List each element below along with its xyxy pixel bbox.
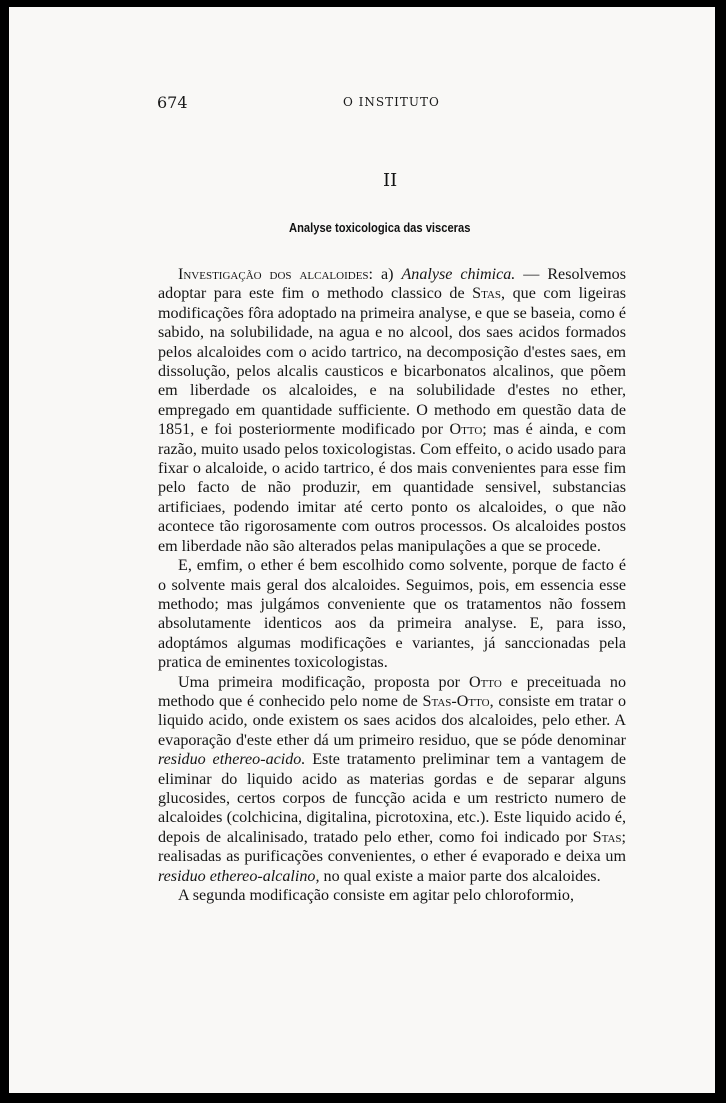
text-run: no qual existe a maior parte dos alcaloides. xyxy=(319,867,601,885)
text-run: Uma primeira modificação, proposta por xyxy=(178,673,469,691)
author-name: Stas xyxy=(592,828,622,846)
italic-run: residuo ethereo-acido. xyxy=(158,751,306,769)
author-name: Stas xyxy=(472,285,502,303)
paragraph-3 xyxy=(158,673,626,886)
text-run: ; mas é ainda, e com razão, muito usado pelos toxicologistas. Com effeito, o acido usado para fixar o alcaloide, o acido tartrico, é dos mais convenientes para esse fim pelo facto de não produzir, em quantidade sensivel, substancias artificiaes, podendo imitar até certo ponto os alcaloides, o que não acontece tão rigorosamente com outros processos. Os alcaloides postos em liberdade não são alterados pelas manipulações a que se procede. xyxy=(158,421,627,555)
paragraph-2: E, emfim, o ether é bem escolhido como solvente, porque de facto é o solvente mais geral dos alcaloides. Seguimos, pois, em essencia esse methodo; mas julgámos conveniente que os tratamentos não fossem absolutamente identicos aos da primeira analyse. E, para isso, adoptámos algumas modificações e variantes, já sanccionadas pela pratica de eminentes toxicologistas. xyxy=(158,557,626,672)
italic-run: Analyse chimica. xyxy=(401,266,516,283)
method-name: Stas-Otto xyxy=(422,692,490,710)
section-number: II xyxy=(383,170,398,191)
body-text xyxy=(158,265,626,905)
paragraph-lead: Investigação dos alcaloides xyxy=(178,266,369,283)
text-run: , que com ligeiras modificações fôra adoptado na primeira analyse, e que se baseia, como é sabido, na solubilidade, na agua e no alcool, dos saes acidos formados pelos alcaloides com o acido tartrico, na decomposição d'estes saes, em dissolução, pelos alcalis causticos e bicarbonatos alcalinos, que põem em liberdade os alcaloides, e na solubilidade d'estes no ether, empregado em quantidade sufficiente. O methodo em questão data de 1851, e foi posteriormente modificado por xyxy=(158,285,626,439)
text-run: e preceituada no methodo que é conhecido pelo nome de xyxy=(158,673,626,710)
document-page xyxy=(9,7,715,1093)
text-run: : a) xyxy=(368,266,402,283)
author-name: Otto xyxy=(468,673,502,691)
text-run: , consiste em tratar o liquido acido, onde existem os saes acidos dos alcaloides, pelo ether. A evaporação d'este ether dá um primeiro residuo, que se póde denominar xyxy=(158,692,626,749)
page-number: 674 xyxy=(157,93,188,112)
section-title: Analyse toxicologica das visceras xyxy=(289,220,471,235)
text-run: — Resolvemos adoptar para este fim o methodo classico de xyxy=(158,266,626,303)
italic-run: residuo ethereo-alcalino, xyxy=(158,867,320,885)
paragraph-1 xyxy=(158,265,626,556)
text-run: ; realisadas as purificações convenientes, o ether é evaporado e deixa um xyxy=(158,828,626,866)
author-name: Otto xyxy=(449,421,483,439)
text-run: Este tratamento preliminar tem a vantagem de eliminar do liquido acido as materias gordas e de separar alguns glucosides, certos corpos de funcção acida e um restricto numero de alcaloides (colchicina, digitalina, picrotoxina, etc.). Este liquido acido é, depois de alcalinisado, tratado pelo ether, como foi indicado por xyxy=(158,751,626,846)
paragraph-4: A segunda modificação consiste em agitar pelo chloroformio, xyxy=(178,887,574,904)
running-title: O INSTITUTO xyxy=(343,95,440,109)
